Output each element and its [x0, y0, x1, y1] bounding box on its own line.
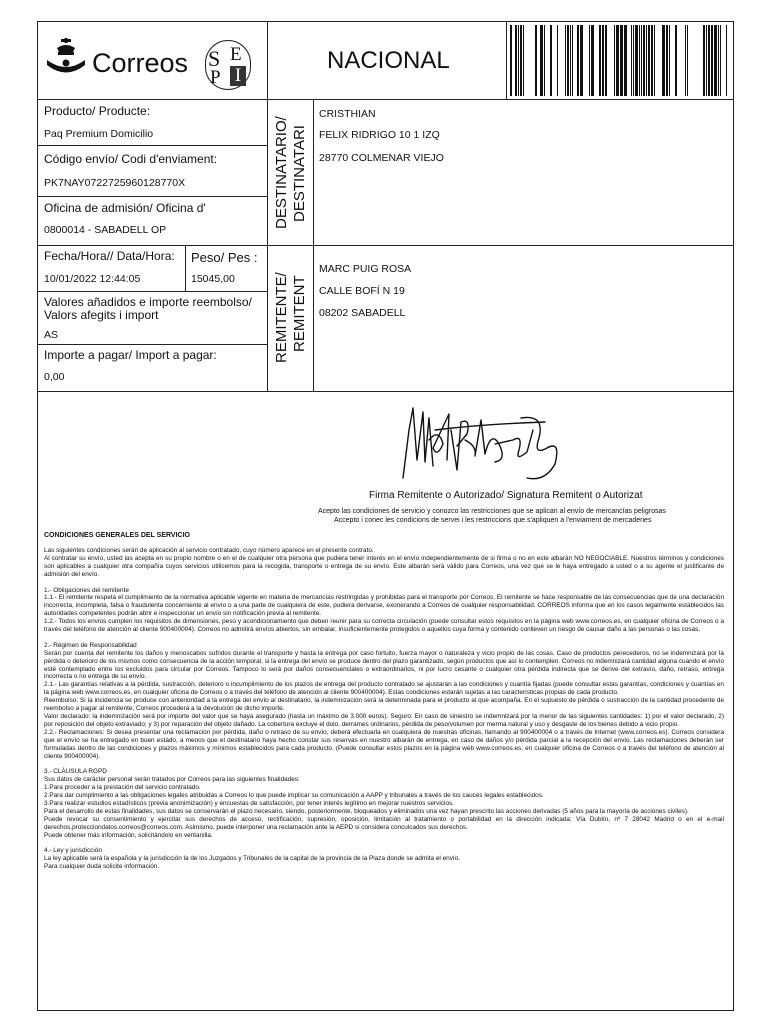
barcode-bar — [675, 25, 677, 96]
barcode-bar — [703, 25, 705, 96]
barcode-bar — [544, 25, 545, 96]
barcode — [508, 23, 732, 98]
sepi-letter-p: P — [210, 67, 221, 88]
brand-name: Correos — [92, 48, 189, 78]
barcode-bar — [570, 25, 571, 96]
barcode-bar — [685, 25, 686, 96]
code-value: PK7NAY0722725960128770X — [44, 177, 186, 189]
signature-caption: Firma Remitente o Autorizado/ Signatura Remitent o Autorizat — [369, 490, 643, 501]
header-divider-v1 — [267, 21, 268, 99]
barcode-bar — [565, 25, 566, 96]
barcode-bar — [614, 25, 615, 96]
sender-vertical-label-2: REMITENT — [291, 275, 308, 352]
conditions-paragraph: 3.Para realizar estudios estadísticos (previa anonimización) y encuestas de satisfacción, por tener interés legítimo en mejorar nuestros servicios. — [44, 799, 454, 807]
conditions-paragraph: Serán por cuenta del remitente los daños y menoscabos sufridos durante el transporte y hasta la entrega por caso fortuito, fuerza mayor o naturaleza y vicio propio de las cosas. Caso de productos perecederos, no se indemnizará por la pérdida o deterioro de los mismos como consecuencia de la acción temporal, si la entrega del envío se produce dentro del plazo garantizado, según productos que así lo contemplen. Correos no indemnizará cantidad alguna cuando el envío esté contemplado entre los excluidos para circular por Correos. Tampoco lo será por daños consecuenciales o extraordinarios, ni por lucro cesante o cualquier otra pérdida indirecta que se derive del extravío, daño, retraso, entrega incorrecta o no entrega de su envío. — [44, 649, 724, 681]
code-label: Código envío/ Codi d'enviament: — [44, 152, 218, 166]
barcode-bar — [635, 25, 638, 96]
added-values-label-2: Valors afegits i import — [44, 308, 159, 322]
barcode-bar — [648, 25, 650, 96]
conditions-paragraph: Valor declarado: la indemnización será por importe del valor que se haya asegurado (hasta un máximo de 3.000 euros). Seguro: En caso de siniestro se indemnizará por la menor de las siguientes cantidades: 1) por el valor declarado, 2) por reposición del objeto extraviado; y 3) por reparación del objeto dañado. La cobertura excluye el dolo, derrames ordinarios, pérdida de peso/volumen por merma natural y uso y desgaste de los bienes debido a vicio propio. — [44, 713, 724, 728]
recipient-address: FELIX RIDRIGO 10 1 IZQ — [319, 129, 440, 141]
barcode-bar — [591, 25, 594, 96]
weight-value: 15045,00 — [191, 273, 235, 285]
conditions-paragraph: Sus datos de carácter personal serán tratados por Correos para las siguientes finalidades: — [44, 776, 300, 784]
added-values-value: AS — [44, 329, 59, 341]
product-label: Producto/ Producte: — [44, 104, 151, 118]
acceptance-text-es: Acepto las condiciones de servicio y conozco las restricciones que se aplican al envío de mercancías peligrosas — [318, 508, 666, 515]
conditions-spacer — [44, 579, 724, 587]
barcode-bar — [616, 25, 619, 96]
barcode-bar — [523, 25, 524, 96]
conditions-paragraph: 3.- CLÁUSULA RGPD — [44, 768, 107, 776]
barcode-bar — [624, 25, 627, 96]
barcode-bar — [639, 25, 640, 96]
barcode-bar — [605, 25, 607, 96]
sender-name: MARC PUIG ROSA — [319, 263, 412, 275]
barcode-bar — [515, 25, 517, 96]
weight-label: Peso/ Pes : — [191, 250, 258, 265]
barcode-bar — [726, 25, 727, 96]
sepi-letter-i: I — [230, 66, 246, 86]
recipient-vertical-label-2: DESTINATARI — [291, 125, 308, 222]
recipient-vertical-label-1: DESTINATARIO/ — [273, 116, 290, 229]
conditions-paragraph: Al contratar su envío, usted las acepta en su propio nombre o en el de cualquier otra persona que pudiera tener interés en el envío independientemente de si firma o no en este albarán NO NEGOCIABLE. Nuestros términos y condiciones son aplicables a cualquier otra compañía cuyos servicios utilicemos para la recogida, transporte o entrega de su envío. Este albarán será válido para Correos, una vez que se le haya entregado a usted o a su agente el justificante de admisión del envío. — [44, 554, 724, 578]
conditions-paragraph: Reembolso: Si la incidencia se produce con anterioridad a la entrega del envío al destinatario, la indemnización será la determinada para el producto al que acompaña. En el supuesto de pérdida o sustracción de la cantidad procedente de reembolso a pagar al remitente, Correos procederá a la devolución de dicho importe. — [44, 697, 724, 713]
conditions-title: CONDICIONES GENERALES DEL SERVICIO — [44, 532, 190, 539]
conditions-paragraph: 1.1.- El remitente respeta el cumplimiento de la normativa aplicable vigente en materia de mercancías restringidas y prohibidas para el transporte por Correos. El remitente se hace responsable de las consecuencias que de una declaración incorrecta, incompleta, falsa o fraudulenta concerniente al envío o a una parte de cualquiera de este, pudiera derivarse, exonerando a Correos de cualquier responsabilidad. CORREOS informa que en los casos legalmente establecidos las autoridades competentes podrán abrir e inspeccionar un envío sin notificación previa al remitente. — [44, 594, 724, 618]
conditions-paragraph: 1.2.- Todos los envíos cumplen los requisitos de dimensiones, peso y acondicionamiento que deben reunir para su correcta circulación (puede consultar estos requisitos en la página web www.correos.es, en cualquier oficina de Correos o a través del teléfono de atención al cliente 900400004). Correos no admitirá envíos abiertos, sin embalar, insuficientemente protegidos o aquellos cuya forma y contenido conlleven un riesgo de causar daño a las personas o las cosas. — [44, 618, 724, 634]
conditions-paragraph: Puede obtener más información, solicitándolo en ventanilla. — [44, 831, 213, 839]
barcode-bar — [633, 25, 634, 96]
pay-value: 0,00 — [44, 371, 65, 383]
barcode-bar — [662, 25, 665, 96]
date-label: Fecha/Hora// Data/Hora: — [44, 249, 175, 263]
recipient-name: CRISTHIAN — [319, 108, 376, 120]
conditions-paragraph: 1.- Obligaciones del remitente — [44, 586, 129, 594]
barcode-bar — [687, 25, 688, 96]
conditions-paragraph: Puede revocar su consentimiento y ejercitar sus derechos de acceso, rectificación, supresión, oposición, limitación al tratamiento o portabilidad en la dirección indicada: Vía Dublín, nº 7 28042 Madrid o en el e-mail derechos.protecciondatos.correos@correos.com. Asimismo, puede interponer una reclamación ante la AEPD si considera conculcados sus derechos. — [44, 815, 724, 831]
barcode-bar — [550, 25, 552, 96]
barcode-bar — [520, 25, 522, 96]
conditions-spacer — [44, 634, 724, 642]
barcode-bar — [580, 25, 583, 96]
row-divider-3 — [37, 291, 267, 292]
post-horn-icon — [44, 38, 88, 82]
service-type: NACIONAL — [327, 47, 450, 74]
correos-logo — [44, 38, 204, 84]
sepi-letter-e: E — [230, 44, 242, 65]
barcode-bar — [654, 25, 655, 96]
conditions-spacer — [44, 760, 724, 768]
barcode-bar — [706, 25, 707, 96]
conditions-paragraph: 4.- Ley y jurisdicción — [44, 847, 102, 855]
barcode-bar — [540, 25, 543, 96]
barcode-bar — [557, 25, 558, 96]
barcode-bar — [711, 25, 713, 96]
barcode-bar — [669, 25, 670, 96]
barcode-bar — [641, 25, 642, 96]
date-weight-divider — [185, 245, 186, 291]
conditions-paragraph: 2.2.- Reclamaciones: Si desea presentar una reclamación por pérdida, daño o retraso de su envío, deberá efectuarla en cualquiera de nuestras oficinas, llamando al 900400004 o a través de Internet (www.correos.es). Correos considera que el envío se ha entregado en buen estado, a menos que el destinatario haya hecho constar sus reservas en nuestro albarán de entrega, en caso de daños y/o pérdida parcial a la recepción del envío. Las reclamaciones deberán ser formuladas dentro de las condiciones y plazos máximos y mínimos establecidos para cada producto. (Puede consultar estos plazos en la página web www.correos.es, en cualquier oficina de Correos o a través del teléfono de atención al cliente 900400004). — [44, 728, 724, 760]
signature-divider — [37, 391, 734, 392]
barcode-bar — [666, 25, 668, 96]
header-divider — [37, 99, 734, 100]
barcode-bar — [535, 25, 537, 96]
barcode-bar — [643, 25, 645, 96]
handwritten-signature — [395, 400, 565, 485]
row-divider-4 — [37, 344, 267, 345]
barcode-bar — [518, 25, 519, 96]
sepi-logo — [200, 40, 254, 90]
barcode-bar — [589, 25, 590, 96]
conditions-paragraph: 2.1.- Las garantías relativas a la pérdida, sustracción, deterioro o incumplimiento de los plazos de entrega del producto contratado se ajustarán a las condiciones y cuantía fijadas (puede consultar estas garantías, condiciones y cuantías en la página web www.correos.es, en cualquier oficina de Correos o a través del teléfono de atención al cliente 900400004). Estas condiciones estarán sujetas a las características propias de cada producto. — [44, 681, 724, 697]
barcode-bar — [602, 25, 604, 96]
barcode-bar — [631, 25, 632, 96]
added-values-label-1: Valores añadidos e importe reembolso/ — [44, 295, 252, 309]
barcode-bar — [567, 25, 569, 96]
barcode-bar — [718, 25, 719, 96]
header-divider-v2 — [506, 21, 507, 99]
barcode-bar — [651, 25, 653, 96]
barcode-bar — [620, 25, 623, 96]
acceptance-text-ca: Accepto i conec les condicions de servei i les restriccions que s'apliquen a l'enviament de mercaderies — [334, 517, 652, 524]
recipient-sender-divider — [37, 245, 734, 246]
sender-vertical-label-1: REMITENTE/ — [273, 272, 290, 363]
conditions-paragraph: Para el desarrollo de estas finalidades, sus datos se conservarán el plazo necesario, siendo, posteriormente, bloqueados y eliminados una vez hayan prescrito las acciones derivadas (5 años para la mayoría de acciones civiles). — [44, 807, 689, 815]
barcode-bar — [599, 25, 601, 96]
conditions-paragraph: 2.Para dar cumplimiento a las obligaciones legales atribuidas a Correos lo que puede implicar su comunicación a AAPP y tribunales a través de los cauces legales establecidos. — [44, 792, 544, 800]
conditions-paragraph: 2.- Régimen de Responsabilidad — [44, 641, 137, 649]
office-value: 0800014 - SABADELL OP — [44, 224, 167, 236]
conditions-paragraph: 1.Para proceder a la prestación del servicio contratado. — [44, 784, 201, 792]
barcode-bar — [708, 25, 710, 96]
conditions-paragraph: Para cualquier duda solicite información. — [44, 863, 160, 871]
barcode-bar — [577, 25, 579, 96]
conditions-text — [44, 547, 724, 871]
date-value: 10/01/2022 12:44:05 — [44, 273, 141, 285]
conditions-paragraph: La ley aplicable será la española y la jurisdicción la de los Juzgados y Tribunales de la capital de la provincia de la Plaza donde se admita el envío. — [44, 855, 460, 863]
sender-address: CALLE BOFÍ N 19 — [319, 285, 405, 297]
conditions-paragraph: Las siguientes condiciones serán de aplicación al servicio contratado, cuyo número aparece en el presente contrato. — [44, 547, 374, 554]
row-divider-1 — [37, 145, 267, 146]
conditions-spacer — [44, 839, 724, 847]
sepi-letter-s: S — [208, 46, 221, 71]
barcode-bar — [646, 25, 647, 96]
pay-label: Importe a pagar/ Import a pagar: — [44, 348, 217, 362]
barcode-bar — [510, 25, 512, 96]
barcode-bar — [714, 25, 717, 96]
product-value: Paq Premium Domicilio — [44, 128, 154, 140]
office-label: Oficina de admisión/ Oficina d' — [44, 201, 206, 215]
sender-city: 08202 SABADELL — [319, 307, 406, 319]
row-divider-2 — [37, 196, 267, 197]
barcode-bar — [572, 25, 573, 96]
recipient-city: 28770 COLMENAR VIEJO — [319, 152, 444, 164]
barcode-bar — [720, 25, 721, 96]
